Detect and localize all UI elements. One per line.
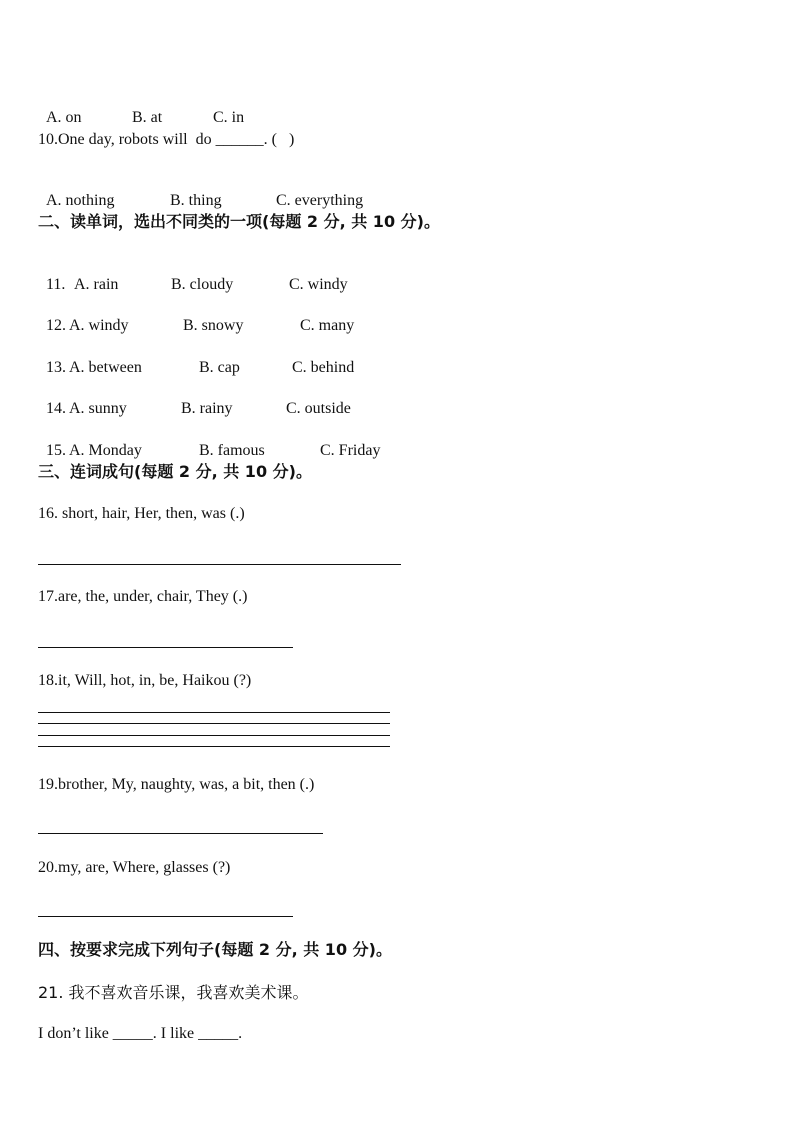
q20-prompt: 20.my, are, Where, glasses (?) (38, 859, 231, 876)
q18-prompt: 18.it, Will, hot, in, be, Haikou (?) (38, 672, 252, 689)
q15-number: 15. (46, 442, 66, 459)
q15-option-c: C. Friday (320, 442, 381, 459)
q16-prompt: 16. short, hair, Her, then, was (.) (38, 505, 245, 522)
q13-option-c: C. behind (292, 359, 355, 376)
q18-answer-line-4 (38, 746, 390, 747)
q12-option-c: C. many (300, 317, 355, 334)
q18-answer-line-3 (38, 735, 390, 736)
q18-answer-line-1 (38, 712, 390, 713)
q13-option-a: A. between (69, 359, 142, 376)
q13 (38, 338, 354, 378)
q18-answer-line-2 (38, 723, 390, 724)
q9-option-b: B. at (132, 109, 163, 126)
q21-chinese: 21. 我不喜欢音乐课，我喜欢美术课。 (38, 983, 309, 1002)
q14-option-b: B. rainy (181, 400, 233, 417)
q13-number: 13. (46, 359, 66, 376)
q21-english: I don’t like _____. I like _____. (38, 1025, 243, 1042)
q11-option-c: C. windy (289, 276, 348, 293)
q10-option-a: A. nothing (46, 192, 115, 209)
section-2-heading: 二、读单词，选出不同类的一项(每题 2 分, 共 10 分)。 (38, 212, 440, 231)
q11-option-b: B. cloudy (171, 276, 234, 293)
section-4-heading: 四、按要求完成下列句子(每题 2 分, 共 10 分)。 (38, 940, 392, 959)
section-3-heading: 三、连词成句(每题 2 分, 共 10 分)。 (38, 462, 312, 481)
q19-answer-line (38, 833, 323, 834)
q17-prompt: 17.are, the, under, chair, They (.) (38, 588, 248, 605)
q12-option-b: B. snowy (183, 317, 244, 334)
q11 (38, 255, 348, 295)
q10-option-c: C. everything (276, 192, 364, 209)
q20-answer-line (38, 916, 293, 917)
q14-number: 14. (46, 400, 66, 417)
q15-option-b: B. famous (199, 442, 265, 459)
q12-number: 12. (46, 317, 66, 334)
q15 (38, 421, 380, 461)
q19-prompt: 19.brother, My, naughty, was, a bit, then (.) (38, 776, 315, 793)
q13-option-b: B. cap (199, 359, 240, 376)
q10-options (38, 171, 363, 211)
q11-number: 11. (46, 276, 66, 293)
q9-option-a: A. on (46, 109, 82, 126)
q16-answer-line (38, 564, 401, 565)
q12-option-a: A. windy (69, 317, 129, 334)
q12 (38, 296, 354, 336)
q9-options (38, 88, 244, 128)
q14-option-a: A. sunny (69, 400, 127, 417)
q10-option-b: B. thing (170, 192, 222, 209)
q10-question: 10.One day, robots will do ______. ( ) (38, 131, 295, 148)
q14 (38, 379, 351, 419)
q14-option-c: C. outside (286, 400, 351, 417)
q9-option-c: C. in (213, 109, 245, 126)
q11-option-a: A. rain (74, 276, 119, 293)
q15-option-a: A. Monday (69, 442, 142, 459)
q17-answer-line (38, 647, 293, 648)
